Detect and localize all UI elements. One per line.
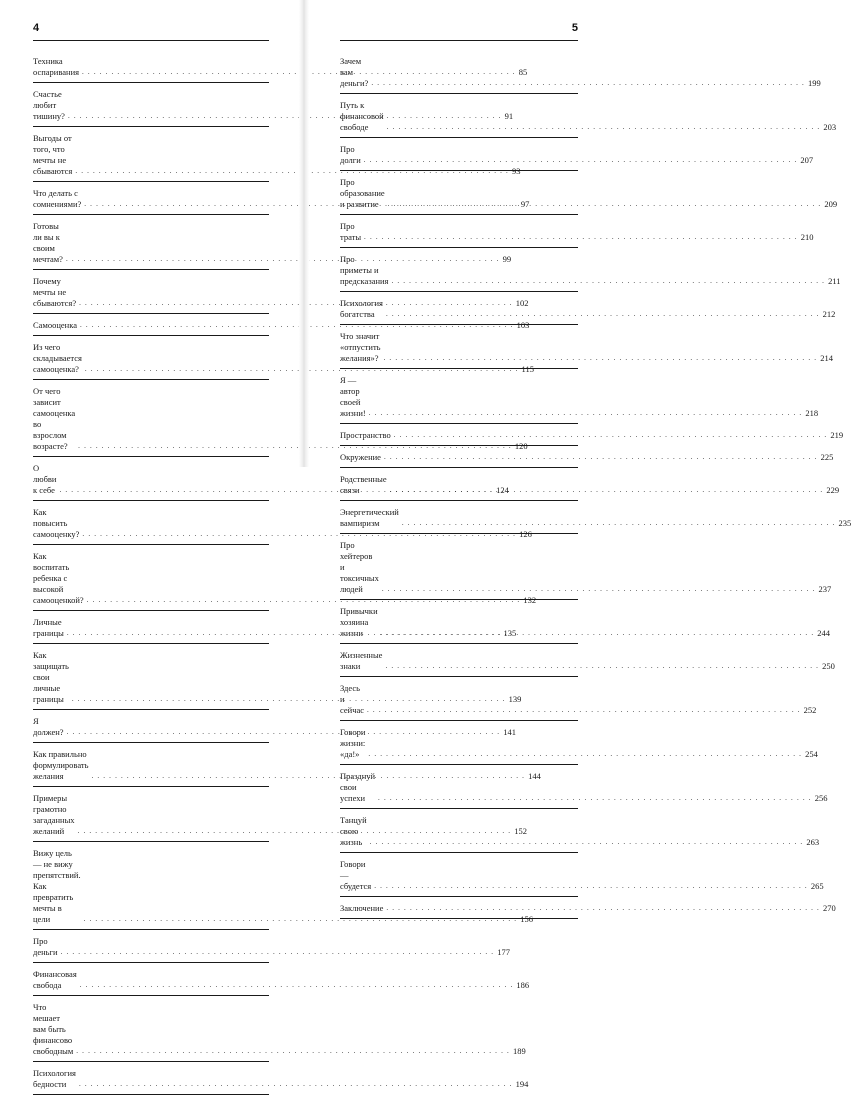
toc-entry: [340, 248, 841, 292]
toc-entry-title: Заключение: [340, 903, 384, 913]
toc-entry-title: От чего зависит самооценка во взрослом возрасте?: [33, 386, 76, 451]
toc-entry-title: Почему мечты не сбываются?: [33, 276, 77, 308]
toc-entry-title: Путь к финансовой свободе: [340, 100, 384, 132]
toc-entry-title: Привычки хозяина жизни: [340, 606, 378, 638]
toc-entry-page: 144: [528, 771, 541, 781]
toc-entry-title: Танцуй свою жизнь: [340, 815, 367, 847]
dot-leader: [382, 584, 816, 595]
toc-entry-page: 103: [516, 320, 530, 330]
toc-entry-title: Что значит «отпустить желания»?: [340, 331, 381, 363]
toc-entry-page: 270: [823, 903, 836, 913]
dot-leader: [390, 485, 824, 496]
toc-entry-title: Финансовая свобода: [33, 969, 77, 990]
toc-entry-title: Примеры грамотно загаданных желаний: [33, 793, 75, 836]
toc-entry-title: Окружение: [340, 452, 381, 462]
toc-entry-page: 141: [503, 727, 516, 737]
toc-entry-page: 214: [820, 353, 833, 363]
dot-leader: [80, 980, 514, 991]
toc-entry-title: Зачем вам деньги?: [340, 56, 369, 88]
toc-entry-title: Техника оспаривания: [33, 56, 80, 77]
dot-leader: [385, 661, 819, 672]
toc-entry: [340, 677, 817, 721]
toc-entry-page: 219: [830, 430, 844, 440]
toc-entry: [340, 369, 819, 424]
toc-entry-page: 186: [516, 980, 530, 990]
toc-entry: [340, 600, 831, 644]
dot-leader: [371, 78, 805, 89]
dot-leader: [378, 793, 812, 804]
toc-entry-title: Что делать с сомнениями?: [33, 188, 82, 209]
toc-entry: [340, 50, 821, 94]
toc-entry: [340, 215, 814, 248]
dot-leader: [79, 1079, 513, 1090]
toc-entry-page: 244: [817, 628, 831, 638]
toc-entry-title: Как повысить самооценку?: [33, 507, 80, 539]
toc-entry: [340, 809, 820, 853]
toc-entry-page: 135: [503, 628, 517, 638]
toc-entry-page: 115: [521, 364, 534, 374]
dot-leader: [384, 452, 818, 463]
toc-entry-title: Самооценка: [33, 320, 77, 330]
toc-entry: [340, 644, 835, 677]
toc-entry: [340, 897, 836, 919]
toc-entry-title: Психология бедности: [33, 1068, 76, 1089]
toc-entry-title: Готовы ли вы к своим мечтам?: [33, 221, 63, 264]
toc-entry: [340, 94, 837, 138]
table-of-contents: [340, 50, 851, 919]
dot-leader: [386, 903, 820, 914]
toc-entry-page: 189: [512, 1046, 526, 1056]
toc-entry-page: 99: [502, 254, 512, 264]
toc-entry: [340, 721, 818, 765]
toc-entry-title: Родственные связи: [340, 474, 387, 495]
toc-entry-page: 263: [806, 837, 820, 847]
toc-entry: [33, 963, 530, 996]
toc-entry-page: 93: [511, 166, 521, 176]
toc-entry-page: 209: [824, 199, 838, 209]
page-number: 5: [571, 22, 578, 34]
toc-entry-page: 211: [828, 276, 841, 286]
toc-entry-page: 256: [814, 793, 828, 803]
toc-entry-page: 132: [523, 595, 537, 605]
toc-entry: [340, 171, 838, 215]
dot-leader: [381, 628, 815, 639]
toc-entry-page: 254: [805, 749, 818, 759]
toc-entry-title: Личные границы: [33, 617, 64, 638]
toc-entry: [340, 534, 832, 600]
dot-leader: [364, 155, 798, 166]
toc-entry-page: 250: [822, 661, 835, 671]
toc-entry-page: 225: [820, 452, 834, 462]
toc-entry-title: Энергетический вампиризм: [340, 507, 399, 528]
toc-entry-title: Что мешает вам быть финансово свободным: [33, 1002, 74, 1056]
dot-leader: [76, 1046, 510, 1057]
toc-entry-page: 203: [823, 122, 837, 132]
toc-entry-title: Пространство: [340, 430, 391, 440]
toc-entry-title: Жизненные знаки: [340, 650, 383, 671]
toc-entry-title: Про хейтеров и токсичных людей: [340, 540, 379, 594]
toc-entry-page: 199: [808, 78, 821, 88]
toc-entry: [340, 446, 834, 468]
toc-entry: [340, 138, 814, 171]
toc-entry-title: Счастье любит тишину?: [33, 89, 65, 121]
toc-entry-page: 212: [822, 309, 836, 319]
toc-entry-page: 194: [515, 1079, 529, 1089]
toc-entry-page: 102: [515, 298, 529, 308]
toc-entry: [33, 996, 526, 1062]
toc-entry: [340, 501, 851, 534]
dot-leader: [394, 430, 828, 441]
toc-entry-page: 265: [810, 881, 824, 891]
dot-leader: [367, 705, 801, 716]
dot-leader: [391, 276, 825, 287]
toc-entry-title: Как защищать свои личные границы: [33, 650, 69, 704]
toc-entry: [33, 314, 530, 336]
toc-entry-title: Про деньги: [33, 936, 58, 957]
dot-leader: [387, 122, 821, 133]
page-number: 4: [33, 22, 40, 34]
toc-entry-title: О любви к себе: [33, 463, 57, 495]
toc-entry-title: Вижу цель — не вижу препятствий. Как превратить мечты в цели: [33, 848, 81, 924]
toc-entry: [340, 292, 836, 325]
header-rule: [340, 40, 578, 41]
toc-entry-title: Говори жизни: «да!»: [340, 727, 366, 759]
toc-entry-page: 85: [518, 67, 528, 77]
dot-leader: [388, 199, 822, 210]
toc-entry: [340, 853, 824, 897]
toc-entry: [340, 468, 840, 501]
toc-entry: [340, 765, 828, 809]
toc-entry-page: 97: [520, 199, 530, 209]
toc-entry-page: 237: [818, 584, 832, 594]
toc-entry-page: 152: [514, 826, 527, 836]
toc-entry-page: 235: [838, 518, 851, 528]
toc-entry-title: Празднуй свои успехи: [340, 771, 376, 803]
toc-entry-title: Я должен?: [33, 716, 64, 737]
toc-entry-title: Про образование и развитие: [340, 177, 385, 209]
toc-entry-page: 91: [504, 111, 514, 121]
book-spine: [299, 0, 309, 467]
toc-entry-page: 252: [803, 705, 817, 715]
dot-leader: [368, 749, 802, 760]
toc-entry: [340, 325, 833, 369]
dot-leader: [364, 232, 798, 243]
toc-entry-page: 156: [520, 914, 533, 924]
toc-entry: [340, 424, 844, 446]
toc-entry-title: Как правильно формулировать желания: [33, 749, 89, 781]
toc-entry-page: 218: [805, 408, 819, 418]
dot-leader: [384, 353, 818, 364]
toc-entry-page: 207: [800, 155, 814, 165]
toc-entry-title: Здесь и сейчас: [340, 683, 365, 715]
dot-leader: [369, 408, 803, 419]
toc-entry-page: 120: [514, 441, 528, 451]
toc-entry-page: 139: [508, 694, 522, 704]
toc-entry-page: 126: [519, 529, 532, 539]
dot-leader: [402, 518, 836, 529]
toc-entry-page: 210: [800, 232, 814, 242]
header-rule: [33, 40, 269, 41]
dot-leader: [374, 881, 808, 892]
toc-entry-title: Про приметы и предсказания: [340, 254, 389, 286]
toc-entry: [33, 930, 510, 963]
toc-entry: [33, 1062, 529, 1095]
toc-entry-title: Я — автор своей жизни!: [340, 375, 366, 418]
toc-entry-title: Про траты: [340, 221, 362, 242]
dot-leader: [386, 309, 820, 320]
dot-leader: [370, 837, 804, 848]
dot-leader: [61, 947, 495, 958]
toc-entry-title: Говори — сбудется: [340, 859, 372, 891]
toc-entry-title: Из чего складывается самооценка?: [33, 342, 82, 374]
toc-entry-page: 124: [496, 485, 509, 495]
toc-entry-page: 177: [497, 947, 510, 957]
toc-entry-title: Выгоды от того, что мечты не сбываются: [33, 133, 73, 176]
toc-entry-title: Психология богатства: [340, 298, 383, 319]
toc-entry-title: Про долги: [340, 144, 361, 165]
toc-entry-title: Как воспитать ребенка с высокой самооценкой?: [33, 551, 84, 605]
toc-entry-page: 229: [826, 485, 840, 495]
